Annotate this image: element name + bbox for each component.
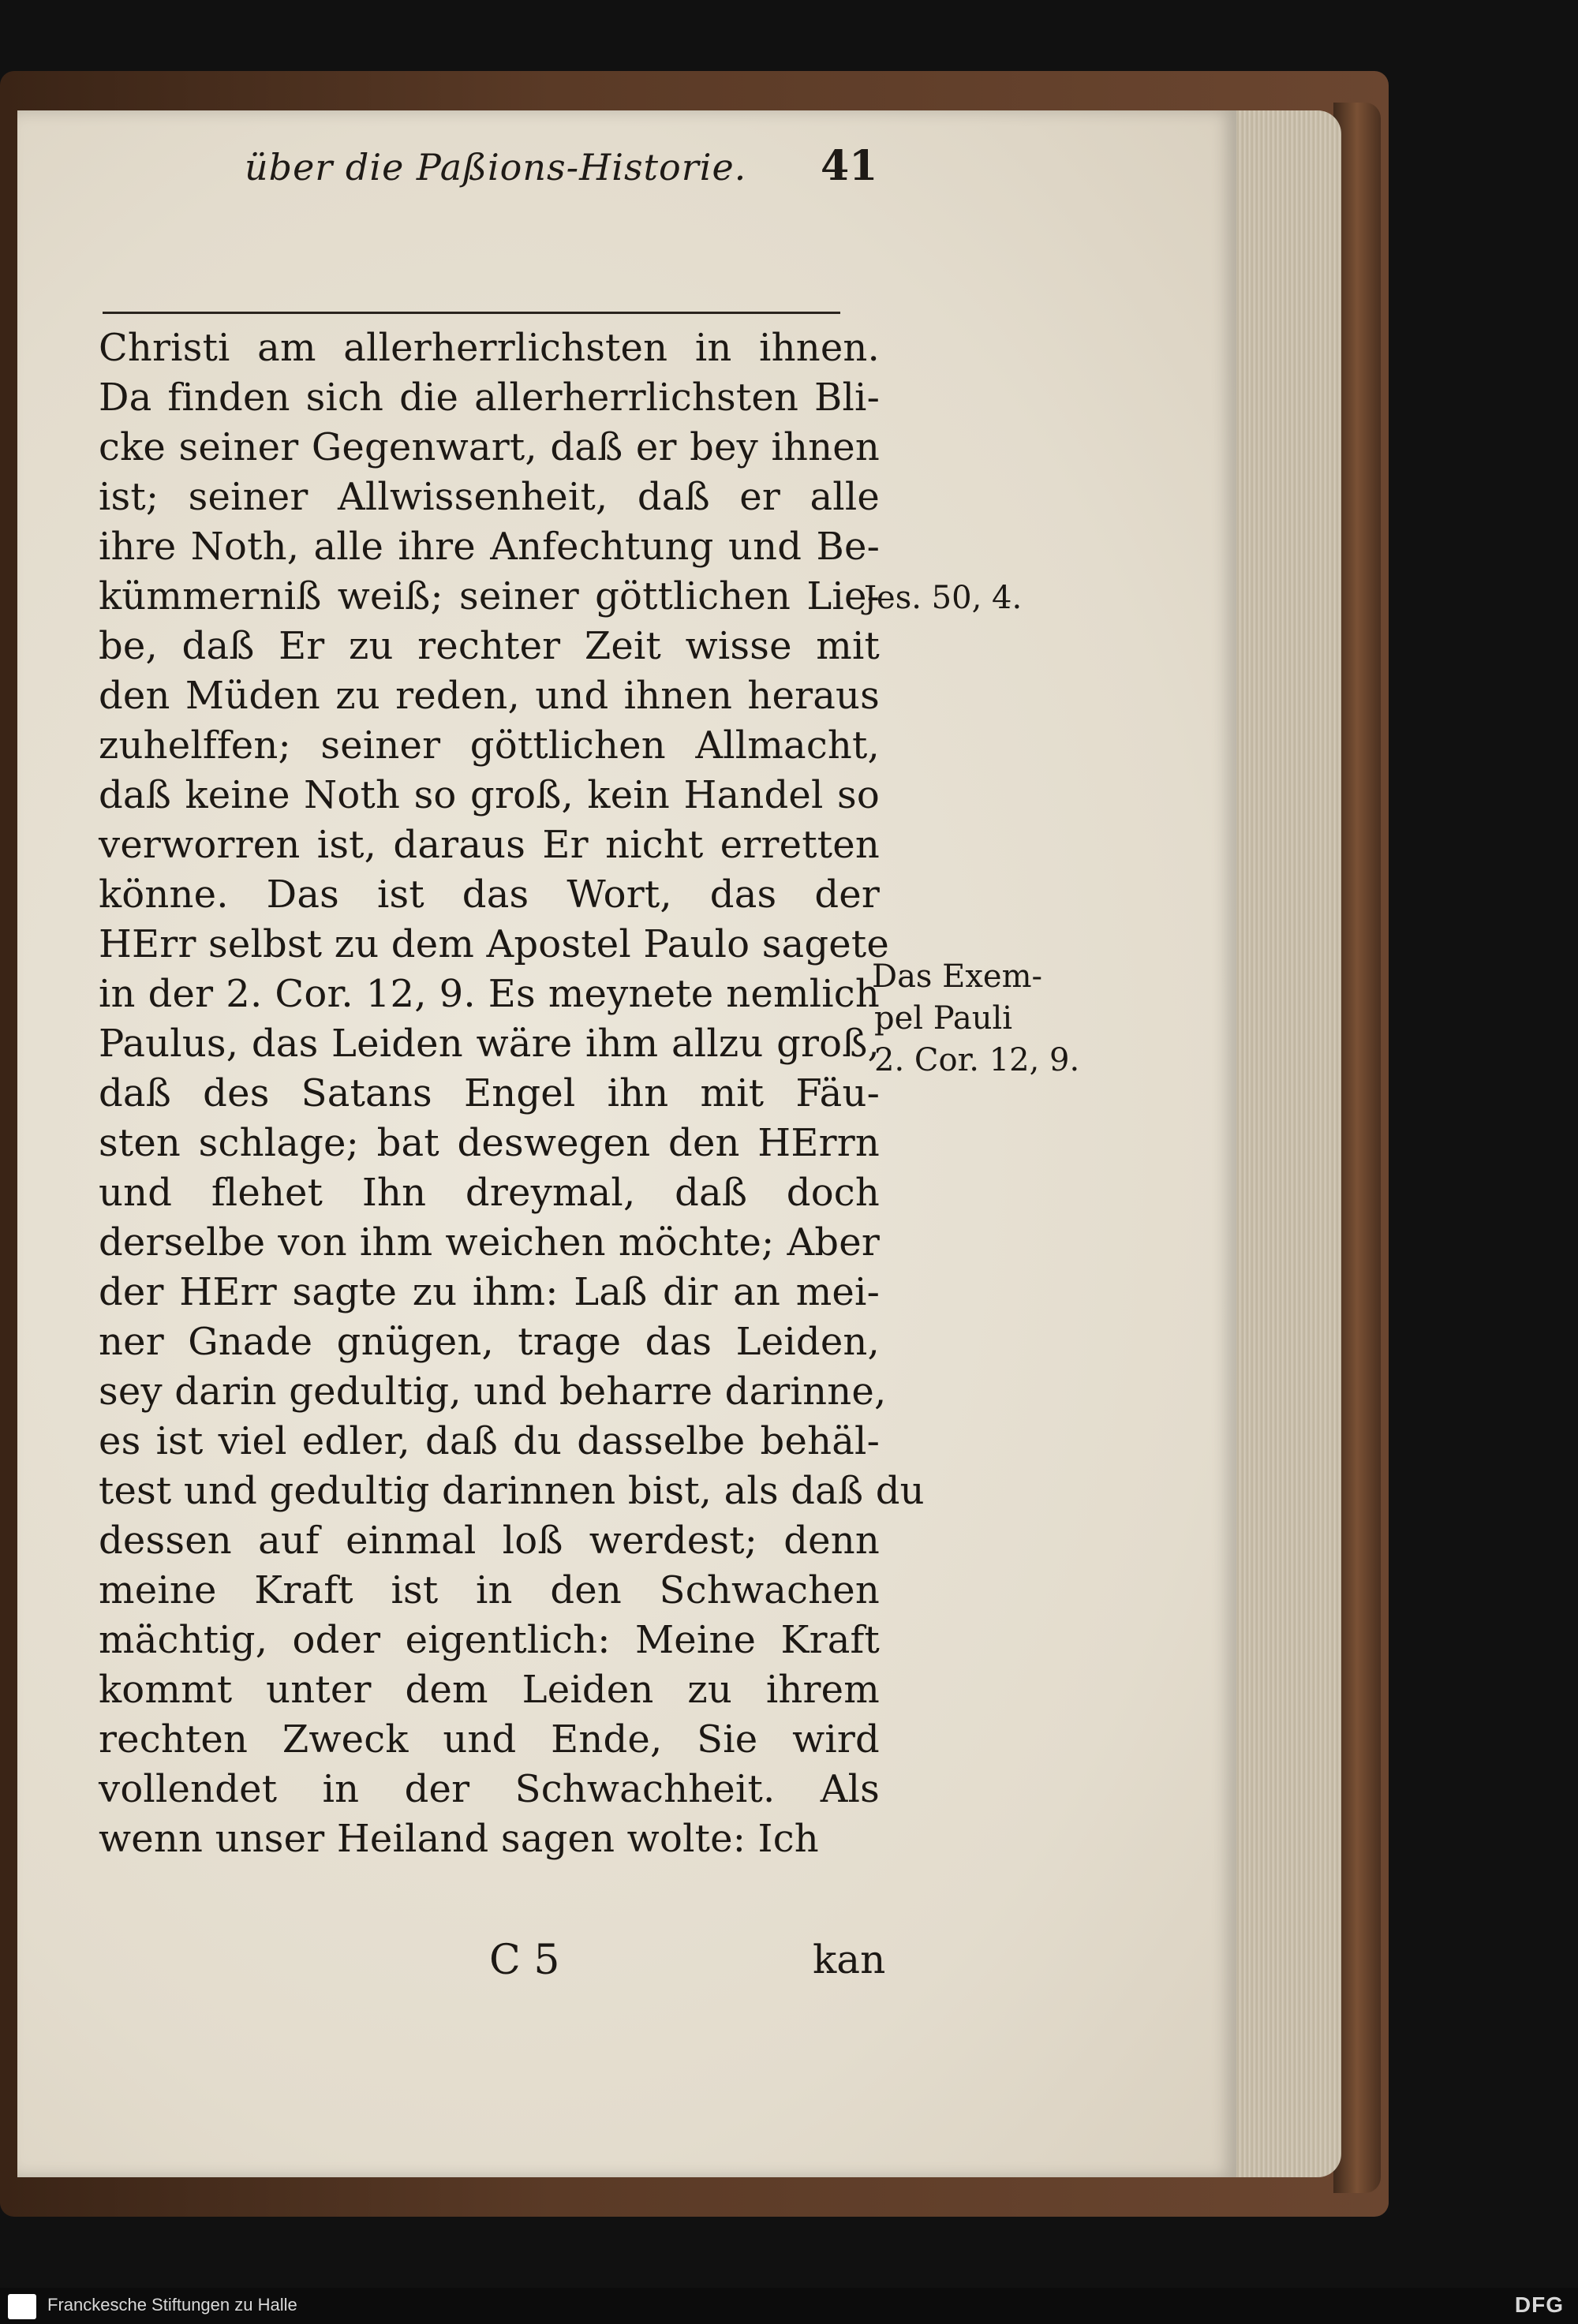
text-line: zuhelffen; seiner göttlichen Allmacht, xyxy=(99,723,880,768)
text-line: HErr selbst zu dem Apostel Paulo sagete xyxy=(99,922,889,966)
text-line: daß des Satans Engel ihn mit Fäu- xyxy=(99,1071,880,1115)
text-line: ist; seiner Allwissenheit, daß er alle xyxy=(99,475,880,519)
text-line: kümmerniß weiß; seiner göttlichen Lie- xyxy=(99,574,880,618)
text-line: test und gedultig darinnen bist, als daß du xyxy=(99,1469,925,1513)
text-line: mächtig, oder eigentlich: Meine Kraft xyxy=(99,1618,880,1662)
text-line: vollendet in der Schwachheit. Als xyxy=(99,1767,880,1811)
body-text xyxy=(99,323,925,1864)
margin-note-example-line3: 2. Cor. 12, 9. xyxy=(874,1042,1080,1078)
text-line: Paulus, das Leiden wäre ihm allzu groß, xyxy=(99,1022,880,1066)
text-line: ihre Noth, alle ihre Anfechtung und Be- xyxy=(99,525,880,569)
text-line: rechten Zweck und Ende, Sie wird xyxy=(99,1717,880,1762)
text-line: meine Kraft ist in den Schwachen xyxy=(99,1568,880,1612)
viewer-footer xyxy=(0,2288,1578,2324)
text-line: den Müden zu reden, und ihnen heraus xyxy=(99,674,880,718)
text-line: verworren ist, daraus Er nicht erretten xyxy=(99,823,880,867)
text-line: es ist viel edler, daß du dasselbe behäl- xyxy=(99,1419,880,1463)
text-line: cke seiner Gegenwart, daß er bey ihnen xyxy=(99,425,880,469)
catchword: kan xyxy=(813,1937,886,1982)
page-number: 41 xyxy=(821,142,878,190)
margin-note-example-line2: pel Pauli xyxy=(874,1000,1013,1037)
text-line: könne. Das ist das Wort, das der xyxy=(99,872,880,917)
text-line: wenn unser Heiland sagen wolte: Ich xyxy=(99,1817,819,1861)
text-line: Da finden sich die allerherrlichsten Bli- xyxy=(99,376,880,420)
header-rule xyxy=(103,312,840,314)
text-line: und flehet Ihn dreymal, daß doch xyxy=(99,1171,880,1215)
text-line: der HErr sagte zu ihm: Laß dir an mei- xyxy=(99,1270,880,1314)
text-line: Christi am allerherrlichsten in ihnen. xyxy=(99,326,880,370)
text-line: kommt unter dem Leiden zu ihrem xyxy=(99,1668,880,1712)
institution-logo-icon xyxy=(8,2294,36,2319)
text-line: in der 2. Cor. 12, 9. Es meynete nemlich xyxy=(99,972,880,1016)
text-line: sey darin gedultig, und beharre darinne, xyxy=(99,1369,887,1414)
text-line: sten schlage; bat deswegen den HErrn xyxy=(99,1121,880,1165)
text-line: daß keine Noth so groß, kein Handel so xyxy=(99,773,880,817)
margin-note-isaiah: Jes. 50, 4. xyxy=(864,580,1023,616)
signature-mark: C 5 xyxy=(489,1937,560,1984)
margin-note-example-line1: Das Exem- xyxy=(872,958,1043,995)
running-head: über die Paßions-Historie. xyxy=(245,146,747,189)
institution-label[interactable]: Franckesche Stiftungen zu Halle xyxy=(47,2295,297,2315)
dfg-logo[interactable]: DFG xyxy=(1514,2292,1564,2317)
text-line: derselbe von ihm weichen möchte; Aber xyxy=(99,1220,880,1265)
text-line: dessen auf einmal loß werdest; denn xyxy=(99,1519,880,1563)
text-line: ner Gnade gnügen, trage das Leiden, xyxy=(99,1320,880,1364)
text-line: be, daß Er zu rechter Zeit wisse mit xyxy=(99,624,880,668)
